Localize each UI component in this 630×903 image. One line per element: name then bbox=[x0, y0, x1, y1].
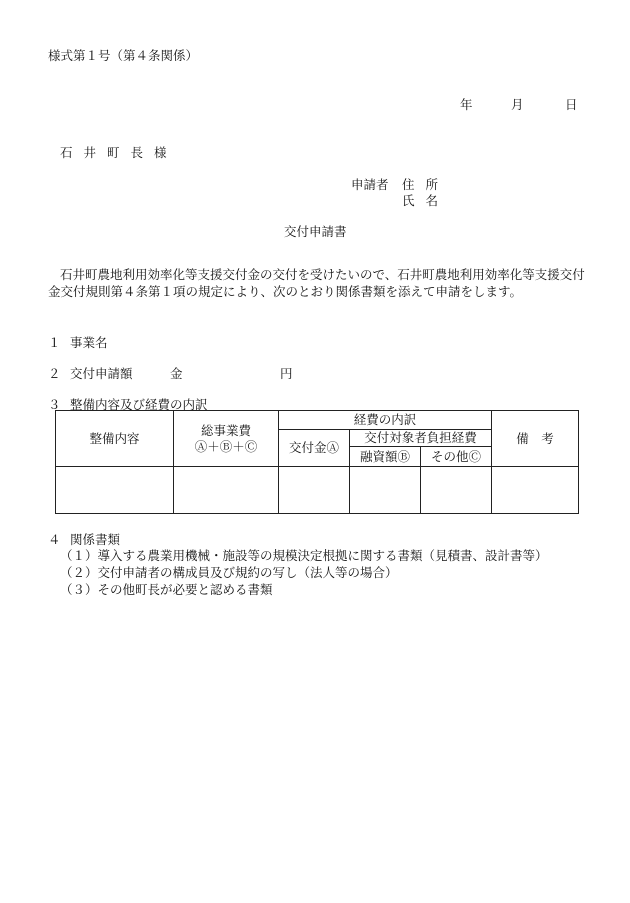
header-total-line1: 総事業費 bbox=[200, 422, 251, 438]
document-title: 交付申請書 bbox=[284, 224, 347, 239]
date-year: 年 bbox=[460, 97, 473, 112]
date-day: 日 bbox=[565, 97, 578, 112]
header-content: 整備内容 bbox=[56, 411, 174, 467]
amount-unit: 円 bbox=[280, 366, 293, 381]
expense-table bbox=[55, 410, 579, 514]
header-grant: 交付金Ⓐ bbox=[279, 430, 350, 467]
cell-remarks[interactable] bbox=[492, 467, 579, 514]
cell-other[interactable] bbox=[421, 467, 492, 514]
section-1-heading bbox=[48, 333, 108, 351]
section-3-label: 整備内容及び経費の内訳 bbox=[70, 397, 208, 412]
applicant-address-label: 住所 bbox=[402, 177, 450, 192]
header-total-line2: Ⓐ＋Ⓑ＋Ⓒ bbox=[194, 438, 258, 454]
header-loan: 融資額Ⓑ bbox=[350, 447, 421, 467]
cell-loan[interactable] bbox=[350, 467, 421, 514]
cell-grant[interactable] bbox=[279, 467, 350, 514]
list-item: （２）交付申請者の構成員及び規約の写し（法人等の場合） bbox=[60, 565, 398, 580]
applicant-label: 申請者 bbox=[351, 177, 389, 192]
cell-total[interactable] bbox=[174, 467, 279, 514]
header-breakdown: 経費の内訳 bbox=[279, 411, 492, 430]
section-2-label: 交付申請額 bbox=[70, 366, 133, 381]
section-1-label: 事業名 bbox=[70, 335, 108, 350]
intro-paragraph: 石井町農地利用効率化等支援交付金の交付を受けたいので、石井町農地利用効率化等支援交付金交付規則第４条第１項の規定により、次のとおり関係書類を添えて申請をします。 bbox=[48, 267, 585, 299]
list-item: （１）導入する農業用機械・施設等の規模決定根拠に関する書類（見積書、設計書等） bbox=[60, 548, 548, 563]
addressee: 石井町長様 bbox=[60, 145, 178, 160]
header-burden: 交付対象者負担経費 bbox=[350, 430, 492, 447]
date-month: 月 bbox=[511, 97, 524, 112]
header-total bbox=[174, 411, 279, 467]
amount-prefix: 金 bbox=[170, 366, 183, 381]
header-remarks: 備 考 bbox=[492, 411, 579, 467]
section-4-number: ４ bbox=[48, 532, 61, 547]
section-3-number: ３ bbox=[48, 397, 61, 412]
applicant-name-label: 氏名 bbox=[402, 193, 450, 208]
table-row bbox=[56, 467, 579, 514]
header-other: その他Ⓒ bbox=[421, 447, 492, 467]
section-1-number: １ bbox=[48, 335, 61, 350]
list-item: （３）その他町長が必要と認める書類 bbox=[60, 582, 273, 597]
section-4-label: 関係書類 bbox=[70, 532, 121, 547]
form-number: 様式第１号（第４条関係） bbox=[48, 48, 199, 63]
cell-content[interactable] bbox=[56, 467, 174, 514]
section-2-heading bbox=[48, 364, 133, 382]
section-2-number: ２ bbox=[48, 366, 61, 381]
